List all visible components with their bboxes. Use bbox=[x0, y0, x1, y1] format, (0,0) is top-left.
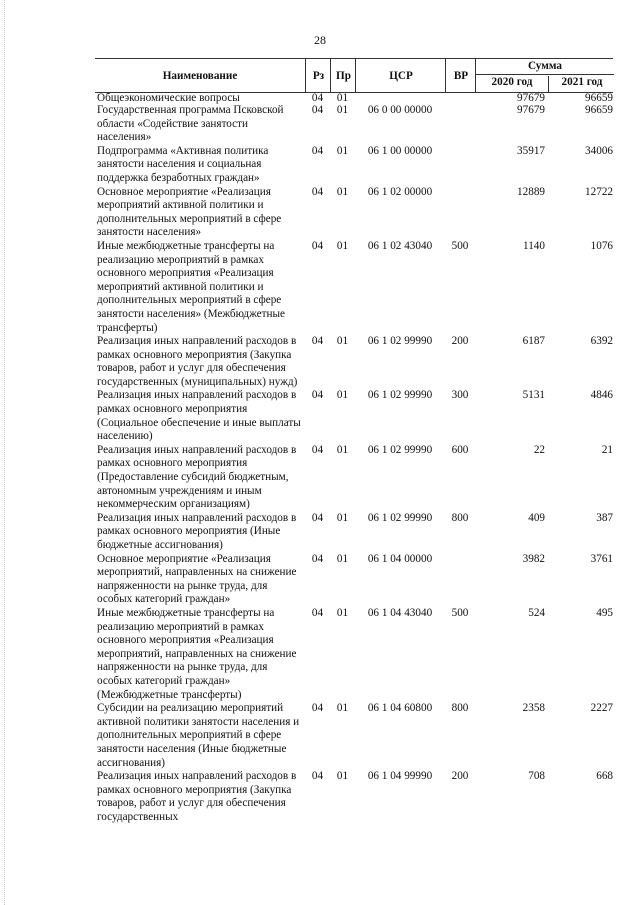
row-pr: 01 bbox=[336, 239, 349, 252]
row-sum-2021: 96659 bbox=[585, 92, 613, 104]
row-sum-2021: 387 bbox=[596, 511, 613, 524]
row-sum-2020: 97679 bbox=[517, 92, 545, 104]
row-name: Государственная программа Псковской области «Содействие занятости населения» bbox=[97, 104, 284, 144]
table-row bbox=[95, 186, 613, 240]
row-name: Реализация иных направлений расходов в рамках основного мероприятия (Закупка товаров, работ и услуг для обеспечения государственных bbox=[97, 770, 297, 823]
row-rz: 04 bbox=[311, 552, 324, 565]
row-vr: 500 bbox=[451, 239, 469, 252]
row-sum-2021: 6392 bbox=[590, 335, 613, 348]
row-name: Реализация иных направлений расходов в рамках основного мероприятия (Социальное обеспечение и иные выплаты населению) bbox=[97, 389, 301, 443]
row-csr: 06 1 02 99990 bbox=[367, 335, 433, 348]
table-row bbox=[95, 93, 613, 104]
row-vr bbox=[445, 93, 475, 104]
row-sum-2020: 708 bbox=[528, 770, 545, 783]
row-csr: 06 1 02 43040 bbox=[367, 239, 433, 252]
row-vr bbox=[445, 104, 475, 145]
row-rz: 04 bbox=[311, 104, 324, 116]
row-vr: 800 bbox=[451, 702, 469, 715]
table-body bbox=[95, 93, 613, 824]
row-rz: 04 bbox=[311, 335, 324, 348]
row-sum-2020: 35917 bbox=[517, 144, 545, 157]
row-csr: 06 1 04 60800 bbox=[367, 702, 433, 715]
row-rz: 04 bbox=[311, 144, 324, 157]
row-name: Подпрограмма «Активная политика занятости населения и социальная поддержка безработных граждан» bbox=[97, 144, 269, 184]
header-vr: ВР bbox=[445, 59, 476, 92]
header-year-2021: 2021 год bbox=[548, 76, 615, 92]
header-sum bbox=[475, 59, 614, 92]
row-sum-2020: 409 bbox=[528, 511, 545, 524]
table-row bbox=[95, 104, 613, 145]
row-rz: 04 bbox=[311, 511, 324, 524]
row-name: Субсидии на реализацию мероприятий активной политики занятости населения и дополнительных мероприятий в сфере занятости населения (Иные бюджетные ассигнования) bbox=[97, 702, 300, 769]
row-pr: 01 bbox=[336, 443, 349, 456]
row-rz: 04 bbox=[311, 92, 324, 104]
row-pr: 01 bbox=[336, 552, 349, 565]
row-name: Реализация иных направлений расходов в рамках основного мероприятия (Иные бюджетные ассигнования) bbox=[97, 511, 297, 551]
row-csr: 06 1 04 00000 bbox=[367, 552, 433, 565]
header-rz: Рз bbox=[305, 59, 331, 92]
row-sum-2020: 5131 bbox=[522, 389, 545, 402]
row-pr: 01 bbox=[336, 185, 349, 198]
header-csr: ЦСР bbox=[355, 59, 446, 92]
row-csr: 06 1 04 43040 bbox=[367, 606, 433, 619]
row-sum-2020: 2358 bbox=[522, 702, 545, 715]
table-row bbox=[95, 607, 613, 702]
row-vr bbox=[445, 145, 475, 186]
row-sum-2021: 96659 bbox=[585, 104, 613, 116]
row-sum-2020: 1140 bbox=[523, 239, 545, 252]
row-rz: 04 bbox=[311, 239, 324, 252]
row-sum-2021: 21 bbox=[601, 443, 613, 456]
budget-table bbox=[95, 58, 613, 824]
row-sum-2021: 3761 bbox=[590, 552, 613, 565]
page-edge bbox=[4, 0, 7, 905]
row-vr: 300 bbox=[451, 389, 469, 402]
row-name: Иные межбюджетные трансферты на реализацию мероприятий в рамках основного мероприятия «Реализация мероприятий активной политики и дополнительных мероприятий в сфере занятости населения» (Межбюджетные трансферты) bbox=[97, 239, 286, 334]
header-name: Наименование bbox=[162, 70, 238, 82]
row-name: Общеэкономические вопросы bbox=[97, 92, 240, 104]
table-row bbox=[95, 512, 613, 553]
row-csr: 06 1 02 00000 bbox=[367, 185, 433, 198]
row-rz: 04 bbox=[311, 702, 324, 715]
row-vr: 500 bbox=[451, 606, 469, 619]
table-row bbox=[95, 240, 613, 335]
row-rz: 04 bbox=[311, 443, 324, 456]
header-pr: Пр bbox=[330, 59, 356, 92]
row-pr: 01 bbox=[336, 606, 349, 619]
row-csr: 06 1 04 99990 bbox=[367, 770, 433, 783]
table-row bbox=[95, 553, 613, 607]
row-csr: 06 0 00 00000 bbox=[367, 104, 433, 116]
row-pr: 01 bbox=[336, 389, 349, 402]
row-vr: 800 bbox=[451, 511, 469, 524]
table-row bbox=[95, 335, 613, 389]
table-row bbox=[95, 444, 613, 512]
row-pr: 01 bbox=[336, 335, 349, 348]
header-year-2020: 2020 год bbox=[491, 76, 533, 88]
row-sum-2021: 4846 bbox=[590, 389, 613, 402]
row-sum-2020: 524 bbox=[528, 606, 545, 619]
page-number: 28 bbox=[314, 33, 326, 47]
row-pr: 01 bbox=[336, 92, 349, 104]
row-vr bbox=[445, 553, 475, 607]
row-rz: 04 bbox=[311, 606, 324, 619]
row-name: Основное мероприятие «Реализация мероприятий, направленных на снижение напряженности на рынке труда, для особых категорий граждан» bbox=[97, 552, 297, 606]
row-sum-2020: 3982 bbox=[522, 552, 545, 565]
row-name: Основное мероприятие «Реализация мероприятий активной политики и дополнительных мероприятий в сфере занятости населения» bbox=[97, 185, 282, 239]
row-sum-2021: 668 bbox=[596, 770, 613, 783]
header-sum-divider bbox=[476, 74, 614, 75]
row-sum-2020: 22 bbox=[533, 443, 545, 456]
row-sum-2020: 97679 bbox=[517, 104, 545, 116]
row-pr: 01 bbox=[336, 770, 349, 783]
row-rz: 04 bbox=[311, 389, 324, 402]
table-row bbox=[95, 145, 613, 186]
row-name: Реализация иных направлений расходов в рамках основного мероприятия (Закупка товаров, работ и услуг для обеспечения государственных (муниципальных) нужд) bbox=[97, 335, 298, 388]
row-sum-2021: 2227 bbox=[590, 702, 613, 715]
row-csr: 06 1 00 00000 bbox=[367, 144, 433, 157]
table-header bbox=[95, 58, 613, 93]
row-sum-2020: 12889 bbox=[517, 185, 545, 198]
header-sum-label: Сумма bbox=[527, 60, 562, 72]
row-rz: 04 bbox=[311, 185, 324, 198]
row-sum-2021: 495 bbox=[596, 606, 613, 619]
row-vr: 600 bbox=[451, 443, 469, 456]
row-csr: 06 1 02 99990 bbox=[367, 443, 433, 456]
row-sum-2020: 6187 bbox=[522, 335, 545, 348]
row-name: Иные межбюджетные трансферты на реализацию мероприятий в рамках основного мероприятия «Реализация мероприятий, направленных на снижение напряженности на рынке труда, для особых категорий граждан» (Межбюджетные трансферты) bbox=[97, 606, 297, 701]
row-pr: 01 bbox=[336, 702, 349, 715]
table-row bbox=[95, 702, 613, 770]
row-vr bbox=[445, 186, 475, 240]
row-vr: 200 bbox=[451, 770, 469, 783]
row-pr: 01 bbox=[336, 104, 349, 116]
row-sum-2021: 1076 bbox=[590, 239, 613, 252]
row-sum-2021: 12722 bbox=[585, 185, 613, 198]
row-pr: 01 bbox=[336, 511, 349, 524]
table-row bbox=[95, 770, 613, 824]
row-pr: 01 bbox=[336, 144, 349, 157]
row-rz: 04 bbox=[311, 770, 324, 783]
row-csr bbox=[355, 93, 445, 104]
row-csr: 06 1 02 99990 bbox=[367, 511, 433, 524]
row-sum-2021: 34006 bbox=[585, 144, 613, 157]
row-vr: 200 bbox=[451, 335, 469, 348]
table-row bbox=[95, 389, 613, 443]
row-name: Реализация иных направлений расходов в рамках основного мероприятия (Предоставление субсидий бюджетным, автономным учреждениям и иным некоммерческим организациям) bbox=[97, 443, 297, 511]
row-csr: 06 1 02 99990 bbox=[367, 389, 433, 402]
